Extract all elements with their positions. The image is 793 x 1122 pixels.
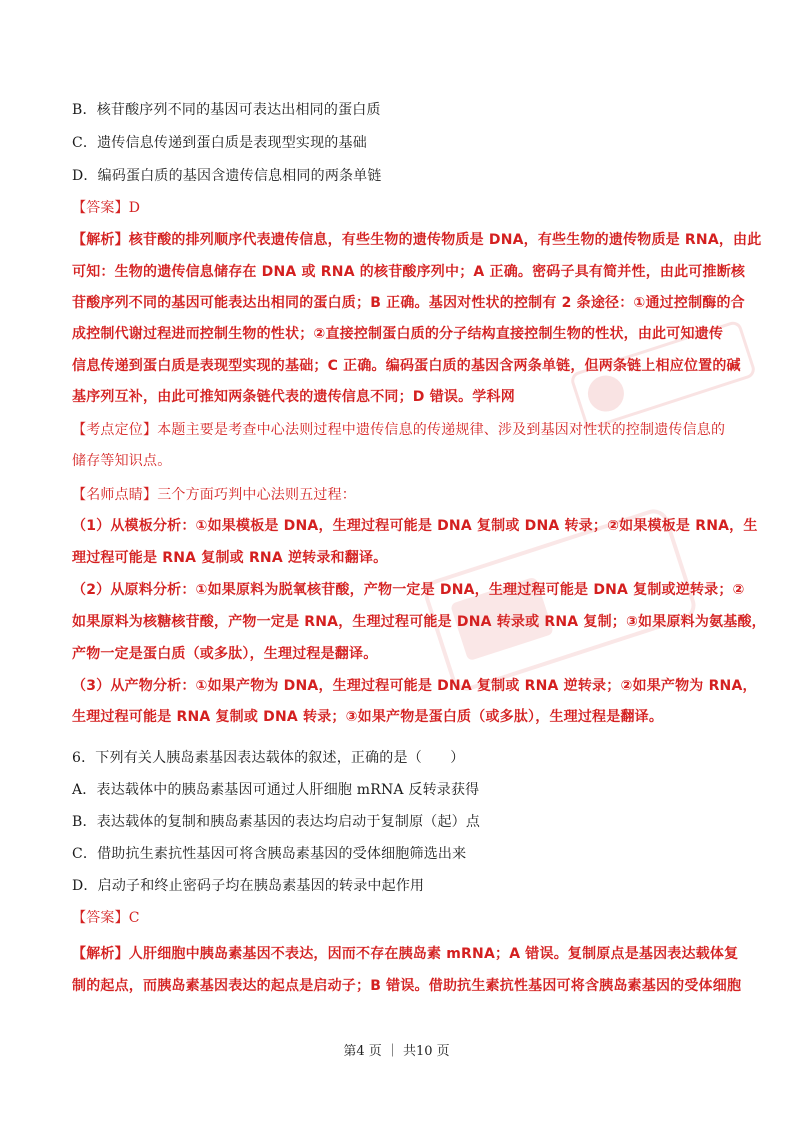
analysis-q5-line: 可知：生物的遗传信息储存在 DNA 或 RNA 的核苷酸序列中；A 正确。密码子具有简并性，由此可推断核	[72, 264, 746, 280]
kaodian-line: 【考点定位】本题主要是考查中心法则过程中遗传信息的传递规律、涉及到基因对性状的控制遗传信息的	[72, 422, 726, 438]
mingshi-line: 如果原料为核糖核苷酸，产物一定是 RNA，生理过程可能是 DNA 转录或 RNA 复制；③如果原料为氨基酸，	[72, 614, 766, 630]
option-d: D．编码蛋白质的基因含遗传信息相同的两条单链	[72, 168, 382, 184]
kaodian-line: 储存等知识点。	[72, 453, 172, 469]
mingshi-line: （3）从产物分析：①如果产物为 DNA，生理过程可能是 DNA 复制或 RNA 逆转录；②如果产物为 RNA，	[72, 678, 757, 694]
q6-option-a: A．表达载体中的胰岛素基因可通过人肝细胞 mRNA 反转录获得	[72, 782, 480, 798]
page-footer: 第4 页 ｜ 共10 页	[343, 1044, 450, 1059]
q6-option-b: B．表达载体的复制和胰岛素基因的表达均启动于复制原（起）点	[72, 814, 481, 830]
analysis-q5-line: 苷酸序列不同的基因可能表达出相同的蛋白质；B 正确。基因对性状的控制有 2 条途径：①通过控制酶的合	[72, 295, 745, 311]
mingshi-line: （2）从原料分析：①如果原料为脱氧核苷酸，产物一定是 DNA，生理过程可能是 DNA 复制或逆转录；②	[72, 582, 745, 598]
q6-option-d: D．启动子和终止密码子均在胰岛素基因的转录中起作用	[72, 878, 425, 894]
analysis-q5-line: 信息传递到蛋白质是表现型实现的基础；C 正确。编码蛋白质的基因含两条单链，但两条链上相应位置的碱	[72, 358, 741, 374]
analysis-q5-line: 成控制代谢过程进而控制生物的性状；②直接控制蛋白质的分子结构直接控制生物的性状，由此可知遗传	[72, 326, 724, 342]
answer-q6: 【答案】C	[72, 910, 140, 926]
option-b: B．核苷酸序列不同的基因可表达出相同的蛋白质	[72, 102, 381, 118]
mingshi-title: 【名师点睛】三个方面巧判中心法则五过程：	[72, 487, 356, 503]
option-c: C．遗传信息传递到蛋白质是表现型实现的基础	[72, 135, 367, 151]
analysis-q6-line: 【解析】人肝细胞中胰岛素基因不表达，因而不存在胰岛素 mRNA；A 错误。复制原点是基因表达载体复	[72, 946, 739, 962]
analysis-q5-line: 【解析】核苷酸的排列顺序代表遗传信息，有些生物的遗传物质是 DNA，有些生物的遗传物质是 RNA，由此	[72, 232, 762, 248]
mingshi-line: 产物一定是蛋白质（或多肽），生理过程是翻译。	[72, 646, 378, 662]
mingshi-line: 生理过程可能是 RNA 复制或 DNA 转录；③如果产物是蛋白质（或多肽），生理过程是翻译。	[72, 709, 664, 725]
analysis-q6-line: 制的起点，而胰岛素基因表达的起点是启动子；B 错误。借助抗生素抗性基因可将含胰岛素基因的受体细胞	[72, 978, 742, 994]
question-6-stem: 6．下列有关人胰岛素基因表达载体的叙述，正确的是（ ）	[72, 750, 465, 766]
analysis-q5-line: 基序列互补，由此可推知两条链代表的遗传信息不同；D 错误。学科网	[72, 389, 515, 405]
answer-q5: 【答案】D	[72, 200, 141, 216]
q6-option-c: C．借助抗生素抗性基因可将含胰岛素基因的受体细胞筛选出来	[72, 846, 467, 862]
mingshi-line: 理过程可能是 RNA 复制或 RNA 逆转录和翻译。	[72, 550, 388, 566]
mingshi-line: （1）从模板分析：①如果模板是 DNA，生理过程可能是 DNA 复制或 DNA 转录；②如果模板是 RNA，生	[72, 518, 758, 534]
